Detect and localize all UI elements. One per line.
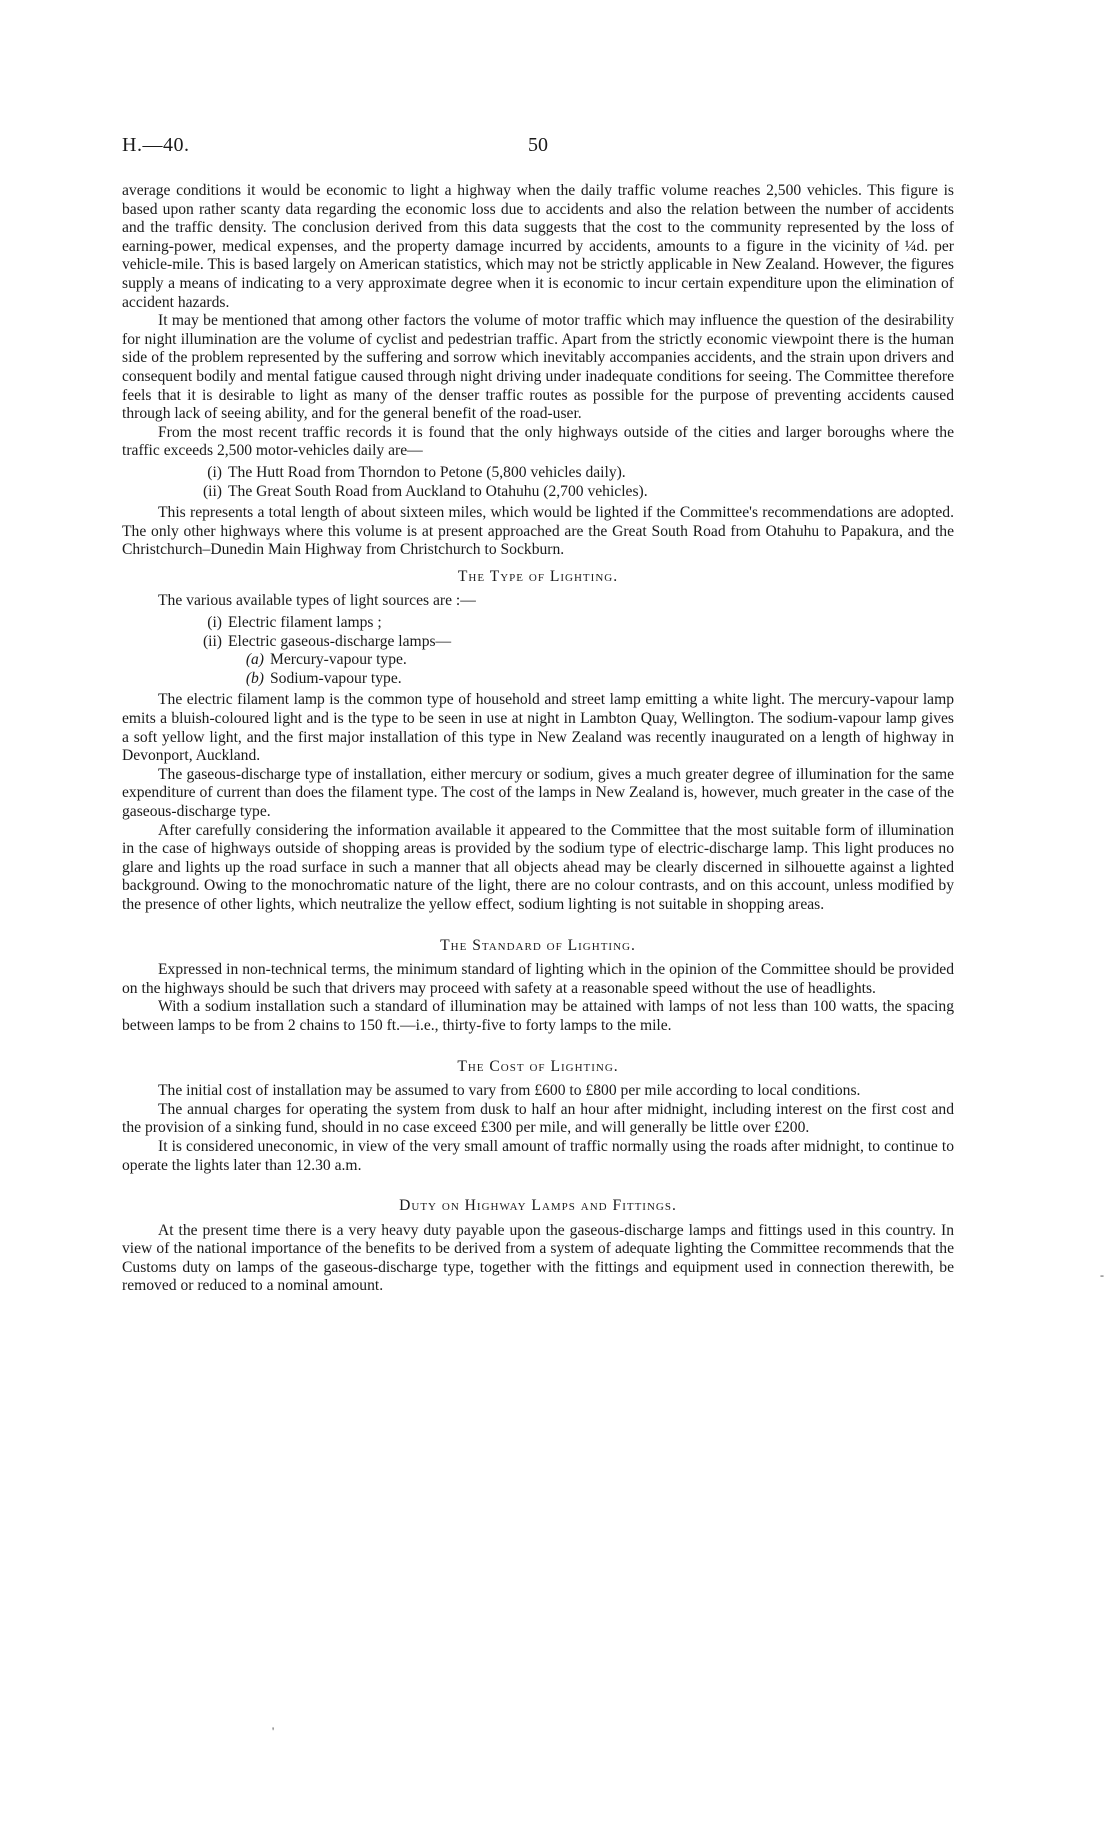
paragraph: Expressed in non-technical terms, the minimum standard of lighting which in the opinion of the Committee should be provided on the highways should be such that drivers may proceed with safety at a reasonable speed without the use of headlights. <box>122 961 954 997</box>
paragraph: From the most recent traffic records it is found that the only highways outside of the cities and larger boroughs where the traffic exceeds 2,500 motor-vehicles daily are— <box>122 423 954 460</box>
section-heading-type-of-lighting: The Type of Lighting. <box>457 567 619 585</box>
list-item-label: (i) <box>207 463 222 481</box>
list-item-text: Electric gaseous-discharge lamps— <box>228 632 452 650</box>
paragraph: average conditions it would be economic to light a highway when the daily traffic volume reaches 2,500 vehicles. This figure is based upon rather scanty data regarding the economic loss due to accidents and also the relation between the number of accidents and the traffic density. The conclusion derived from this data suggests that the cost to the community represented by the loss of earning-power, medical expenses, and the property damage incurred by accidents, amounts to a figure in the vicinity of ¼d. per vehicle-mile. This is based largely on American statistics, which may not be strictly applicable in New Zealand. However, the figures supply a means of indicating to a very approximate degree when it is economic to incur certain expenditure upon the elimination of accident hazards. <box>122 182 954 311</box>
paragraph: After carefully considering the information available it appeared to the Committee that the most suitable form of illumination in the case of highways outside of shopping areas is provided by the sodium type of electric-discharge lamp. This light produces no glare and lights up the road surface in such a manner that all objects ahead may be clearly discerned in silhouette against a lighted background. Owing to the monochromatic nature of the light, there are no colour contrasts, and on this account, unless modified by the presence of other lights, which neutralize the yellow effect, sodium lighting is not suitable in shopping areas. <box>122 821 954 913</box>
paragraph: It may be mentioned that among other factors the volume of motor traffic which may influence the question of the desirability for night illumination are the volume of cyclist and pedestrian traffic. Apart from the strictly economic viewpoint there is the human side of the problem represented by the suffering and sorrow which inevitably accompanies accidents, and the strain upon drivers and consequent bodily and mental fatigue caused through night driving under inadequate conditions for seeing. The Committee therefore feels that it is desirable to light as many of the denser traffic routes as possible for the purpose of preventing accidents caused through lack of seeing ability, and for the general benefit of the road-user. <box>122 312 954 423</box>
highways-list <box>122 464 954 501</box>
page-header <box>122 134 954 162</box>
list-item-text: Sodium-vapour type. <box>270 669 402 687</box>
section-heading-standard-of-lighting: The Standard of Lighting. <box>440 936 636 954</box>
document-body <box>122 182 954 1296</box>
list-item-label: (a) <box>245 651 264 669</box>
scan-mark: - <box>1100 1268 1104 1282</box>
paragraph: The electric filament lamp is the common type of household and street lamp emitting a white light. The mercury-vapour lamp emits a bluish-coloured light and is the type to be seen in use at night in Lambton Quay, Wellington. The sodium-vapour lamp gives a soft yellow light, and the first major installation of this type in New Zealand was recently inaugurated on a length of highway in Devonport, Auckland. <box>122 691 954 765</box>
page-number: 50 <box>528 134 548 156</box>
paragraph: The various available types of light sources are :— <box>158 592 476 610</box>
section-heading-duty-on-highway-lamps: Duty on Highway Lamps and Fittings. <box>399 1197 677 1215</box>
paragraph: With a sodium installation such a standard of illumination may be attained with lamps of not less than 100 watts, the spacing between lamps to be from 2 chains to 150 ft.—i.e., thirty-five to forty lamps to the mile. <box>122 998 954 1034</box>
list-item-text: Electric filament lamps ; <box>228 614 382 632</box>
document-reference: H.—40. <box>122 134 190 156</box>
sub-list-item <box>122 670 954 689</box>
list-item-text: The Great South Road from Auckland to Otahuhu (2,700 vehicles). <box>228 482 648 500</box>
paragraph: At the present time there is a very heavy duty payable upon the gaseous-discharge lamps and fittings used in this country. In view of the national importance of the benefits to be derived from a system of adequate lighting the Committee recommends that the Customs duty on lamps of the gaseous-discharge type, together with the fittings and equipment used in connection therewith, be removed or reduced to a nominal amount. <box>122 1221 954 1295</box>
list-item-label: (ii) <box>202 482 222 500</box>
section-heading-cost-of-lighting: The Cost of Lighting. <box>457 1057 619 1075</box>
list-item-label: (i) <box>207 614 222 632</box>
list-item-label: (b) <box>245 669 264 687</box>
scan-mark: ' <box>272 1724 275 1738</box>
paragraph: The initial cost of installation may be assumed to vary from £600 to £800 per mile according to local conditions. <box>158 1082 861 1100</box>
list-item-text: The Hutt Road from Thorndon to Petone (5,800 vehicles daily). <box>228 463 626 481</box>
list-item <box>122 614 954 633</box>
paragraph: The annual charges for operating the system from dusk to half an hour after midnight, including interest on the first cost and the provision of a sinking fund, should in no case exceed £300 per mile, and will generally be little over £200. <box>122 1100 954 1137</box>
paragraph: The gaseous-discharge type of installation, either mercury or sodium, gives a much greater degree of illumination for the same expenditure of current than does the filament type. The cost of the lamps in New Zealand is, however, much greater in the case of the gaseous-discharge type. <box>122 765 954 820</box>
list-item-text: Mercury-vapour type. <box>270 651 407 669</box>
paragraph: This represents a total length of about sixteen miles, which would be lighted if the Committee's recommendations are adopted. The only other highways where this volume is at present approached are the Great South Road from Otahuhu to Papakura, and the Christchurch–Dunedin Main Highway from Christchurch to Sockburn. <box>122 504 954 559</box>
light-sources-list <box>122 614 954 688</box>
paragraph: It is considered uneconomic, in view of the very small amount of traffic normally using the roads after midnight, to continue to operate the lights later than 12.30 a.m. <box>122 1137 954 1174</box>
list-item <box>122 633 954 652</box>
list-item-label: (ii) <box>202 632 222 650</box>
list-item <box>122 483 954 502</box>
list-item <box>122 464 954 483</box>
sub-list-item <box>122 651 954 670</box>
